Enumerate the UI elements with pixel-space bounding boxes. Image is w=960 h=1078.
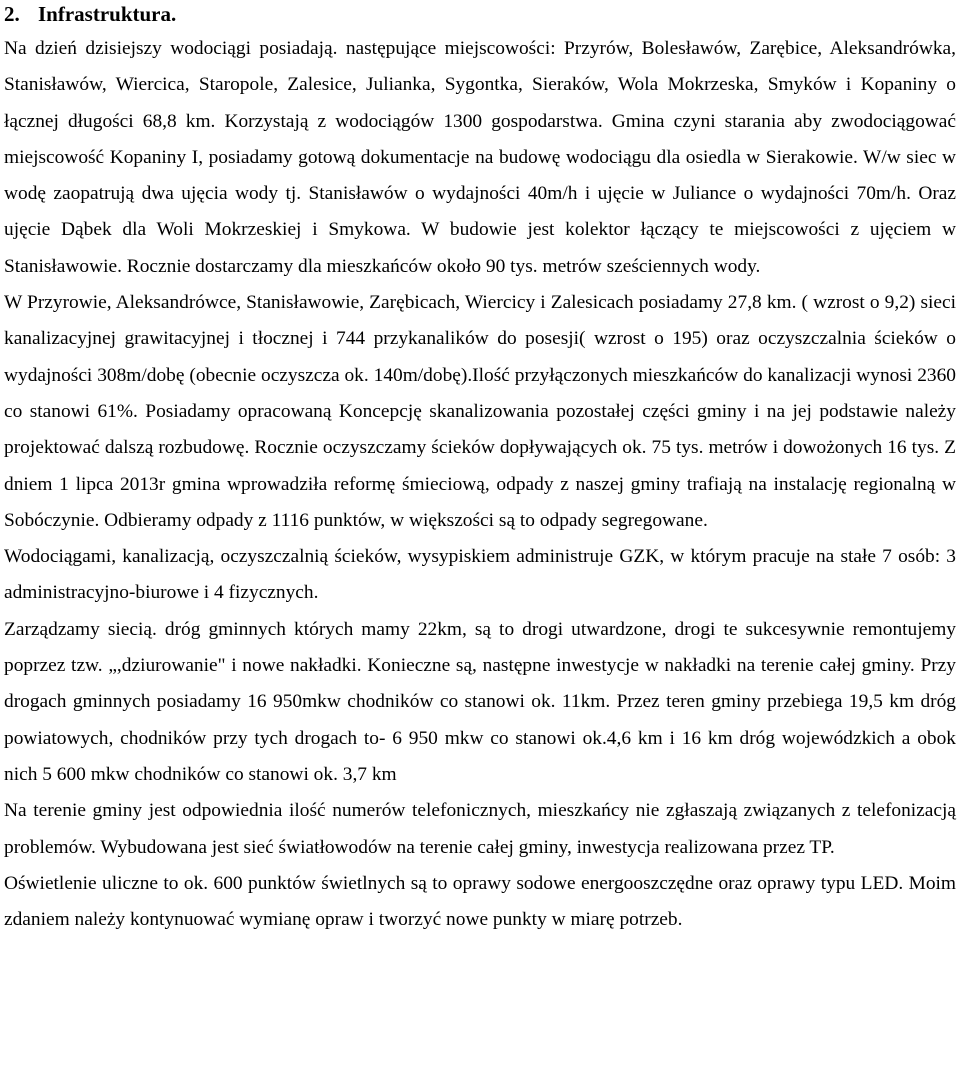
document-page (4, 0, 956, 938)
paragraph-telecom: Na terenie gminy jest odpowiednia ilość numerów telefonicznych, mieszkańcy nie zgłaszają związanych z telefonizacją problemów. Wybudowana jest sieć światłowodów na terenie całej gminy, inwestycja realizowana przez TP. (4, 800, 956, 858)
paragraph-water-supply: Na dzień dzisiejszy wodociągi posiadają. następujące miejscowości: Przyrów, Bolesławów, Zarębice, Aleksandrówka, Stanisławów, Wiercica, Staropole, Zalesice, Julianka, Sygontka, Sieraków, Wola Mokrzeska, Smyków i Kopaniny o łącznej długości 68,8 km. Korzystają z wodociągów 1300 gospodarstwa. Gmina czyni starania aby zwodociągować miejscowość Kopaniny I, posiadamy gotową dokumentacje na budowę wodociągu dla osiedla w Sierakowie. W/w siec w wodę zaopatrują dwa ujęcia wody tj. Stanisławów o wydajności 40m/h i ujęcie w Juliance o wydajności 70m/h. Oraz ujęcie Dąbek dla Woli Mokrzeskiej i Smykowa. W budowie jest kolektor łączący te miejscowości z ujęciem w Stanisławowie. Rocznie dostarczamy dla mieszkańców około 90 tys. metrów sześciennych wody. (4, 38, 956, 277)
paragraph-sewage-waste: W Przyrowie, Aleksandrówce, Stanisławowie, Zarębicach, Wiercicy i Zalesicach posiadamy 27,8 km. ( wzrost o 9,2) sieci kanalizacyjnej grawitacyjnej i tłocznej i 744 przykanalików do posesji( wzrost o 195) oraz oczyszczalnia ścieków o wydajności 308m/dobę (obecnie oczyszcza ok. 140m/dobę).Ilość przyłączonych mieszkańców do kanalizacji wynosi 2360 co stanowi 61%. Posiadamy opracowaną Koncepcję skanalizowania pozostałej części gminy i na jej podstawie należy projektować dalszą rozbudowę. Rocznie oczyszczamy ścieków dopływających ok. 75 tys. metrów i dowożonych 16 tys. Z dniem 1 lipca 2013r gmina wprowadziła reformę śmieciową, odpady z naszej gminy trafiają na instalację regionalną w Sobóczynie. Odbieramy odpady z 1116 punktów, w większości są to odpady segregowane. (4, 292, 956, 531)
section-heading (4, 1, 956, 27)
paragraph-roads: Zarządzamy siecią. dróg gminnych których mamy 22km, są to drogi utwardzone, drogi te sukcesywnie remontujemy poprzez tzw. „,dziurowanie" i nowe nakładki. Konieczne są, następne inwestycje w nakładki na terenie całej gminy. Przy drogach gminnych posiadamy 16 950mkw chodników co stanowi ok. 11km. Przez teren gminy przebiega 19,5 km dróg powiatowych, chodników przy tych drogach to- 6 950 mkw co stanowi ok.4,6 km i 16 km dróg wojewódzkich a obok nich 5 600 mkw chodników co stanowi ok. 3,7 km (4, 618, 956, 785)
paragraph-lighting: Oświetlenie uliczne to ok. 600 punktów świetlnych są to oprawy sodowe energooszczędne oraz oprawy typu LED. Moim zdaniem należy kontynuować wymianę opraw i tworzyć nowe punkty w miarę potrzeb. (4, 872, 956, 931)
section-title: Infrastruktura. (38, 2, 177, 26)
section-number: 2. (4, 2, 20, 26)
paragraph-gzk: Wodociągami, kanalizacją, oczyszczalnią ścieków, wysypiskiem administruje GZK, w którym pracuje na stałe 7 osób: 3 administracyjno-biurowe i 4 fizycznych. (4, 546, 956, 604)
